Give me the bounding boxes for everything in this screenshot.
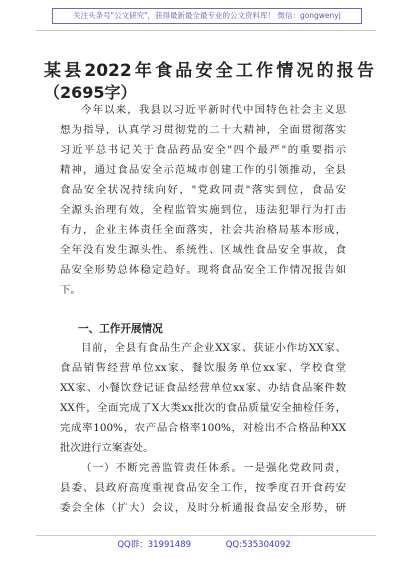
- document-title: 某县2022年食品安全工作情况的报告: [44, 61, 374, 81]
- paragraph-line: 有力，企业主体责任全面落实，社会共治格局基本形成，: [60, 224, 346, 236]
- footer-divider: [36, 535, 376, 536]
- intro-paragraph: [60, 100, 346, 300]
- header-divider: [36, 30, 376, 31]
- paragraph-line: 想为指导，认真学习贯彻党的二十大精神，全面贯彻落实: [60, 124, 346, 136]
- paragraph-line: XX家、小餐饮登记证食品经营单位xx家、办结食品案件数: [60, 382, 346, 394]
- paragraph-line: （一）不断完善监管责任体系。一是强化党政同责，: [81, 462, 346, 474]
- paragraph-line: 品安全形势总体稳定趋好。现将食品安全工作情况报告如: [60, 264, 346, 276]
- footer-qq-group: QQ群：31991489: [117, 540, 192, 550]
- paragraph-line: 全年没有发生源头性、系统性、区域性食品安全事故，食: [60, 244, 346, 256]
- paragraph-line: 批次进行立案查处。: [60, 442, 154, 454]
- paragraph-line: 精神，通过食品安全示范城市创建工作的引领推动，全县: [60, 164, 346, 176]
- paragraph-line: XX件，全面完成了X大类xx批次的食品质量安全抽检任务，: [60, 402, 346, 414]
- paragraph-line: 目前，全县有食品生产企业XX家、获证小作坊XX家、: [81, 342, 346, 354]
- paragraph-line: 县委、县政府高度重视食品安全工作，按季度召开食药安: [60, 482, 346, 494]
- paragraph-line: 完成率100%，农产品合格率100%，对检出不合格品种XX: [60, 422, 346, 434]
- footer-qq: QQ:535304092: [225, 540, 291, 550]
- section-paragraph: [60, 338, 346, 458]
- paragraph-line: 今年以来，我县以习近平新时代中国特色社会主义思: [81, 104, 346, 116]
- paragraph-line: 习近平总书记关于食品药品安全"四个最严"的重要指示: [60, 144, 346, 156]
- section-heading: 一、工作开展情况: [78, 323, 163, 335]
- paragraph-line: 食品销售经营单位xx家、餐饮服务单位xx家、学校食堂: [60, 362, 346, 374]
- footer: [0, 538, 408, 552]
- paragraph-line: 全源头治理有效，全程监管实施到位，违法犯罪行为打击: [60, 204, 346, 216]
- paragraph-line: 食品安全状况持续向好，"党政同责"落实到位，食品安: [60, 184, 346, 196]
- paragraph-line: 下。: [60, 284, 81, 296]
- document-word-count: （2695字）: [44, 83, 137, 102]
- header-banner: 关注头条号"公文研究"，获得最新最全最专业的公文资料库！ 微信：gongwenyj: [52, 8, 362, 24]
- subsection-paragraph: [60, 458, 346, 518]
- paragraph-line: 委会全体（扩大）会议，及时分析通报食品安全形势，研: [60, 502, 346, 514]
